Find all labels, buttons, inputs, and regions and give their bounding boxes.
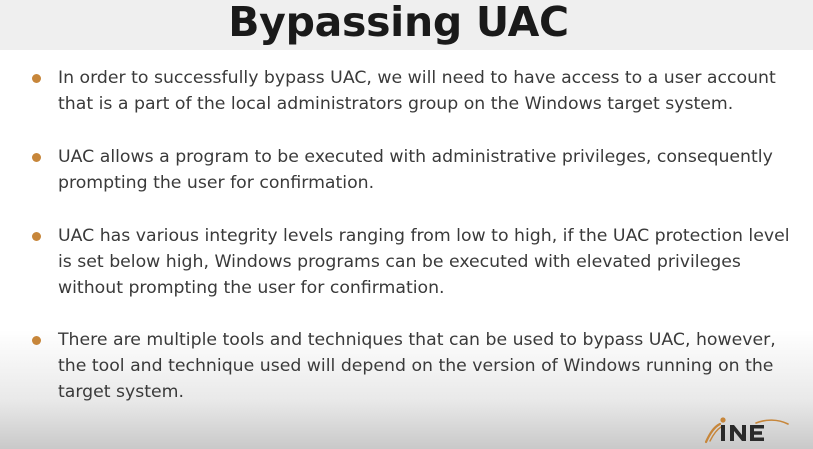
- bullet-dot-icon: [32, 336, 41, 345]
- slide-title: Bypassing UAC: [228, 0, 569, 46]
- bullet-dot-icon: [32, 232, 41, 241]
- ine-logo-icon: [704, 415, 790, 445]
- bullet-text: In order to successfully bypass UAC, we will need to have access to a user account that is a part of the local administrators group on the Windows target system.: [58, 68, 776, 114]
- bullet-text: UAC allows a program to be executed with administrative privileges, consequently prompting the user for confirmation.: [58, 147, 773, 193]
- bullet-text: There are multiple tools and techniques that can be used to bypass UAC, however, the tool and technique used will depend on the version of Windows running on the target system.: [58, 330, 776, 402]
- bullet-dot-icon: [32, 74, 41, 83]
- bullet-text: UAC has various integrity levels ranging from low to high, if the UAC protection level is set below high, Windows programs can be executed with elevated privileges without prompting the user for confirmation.: [58, 226, 790, 298]
- bullet-dot-icon: [32, 153, 41, 162]
- title-bar: [0, 0, 813, 50]
